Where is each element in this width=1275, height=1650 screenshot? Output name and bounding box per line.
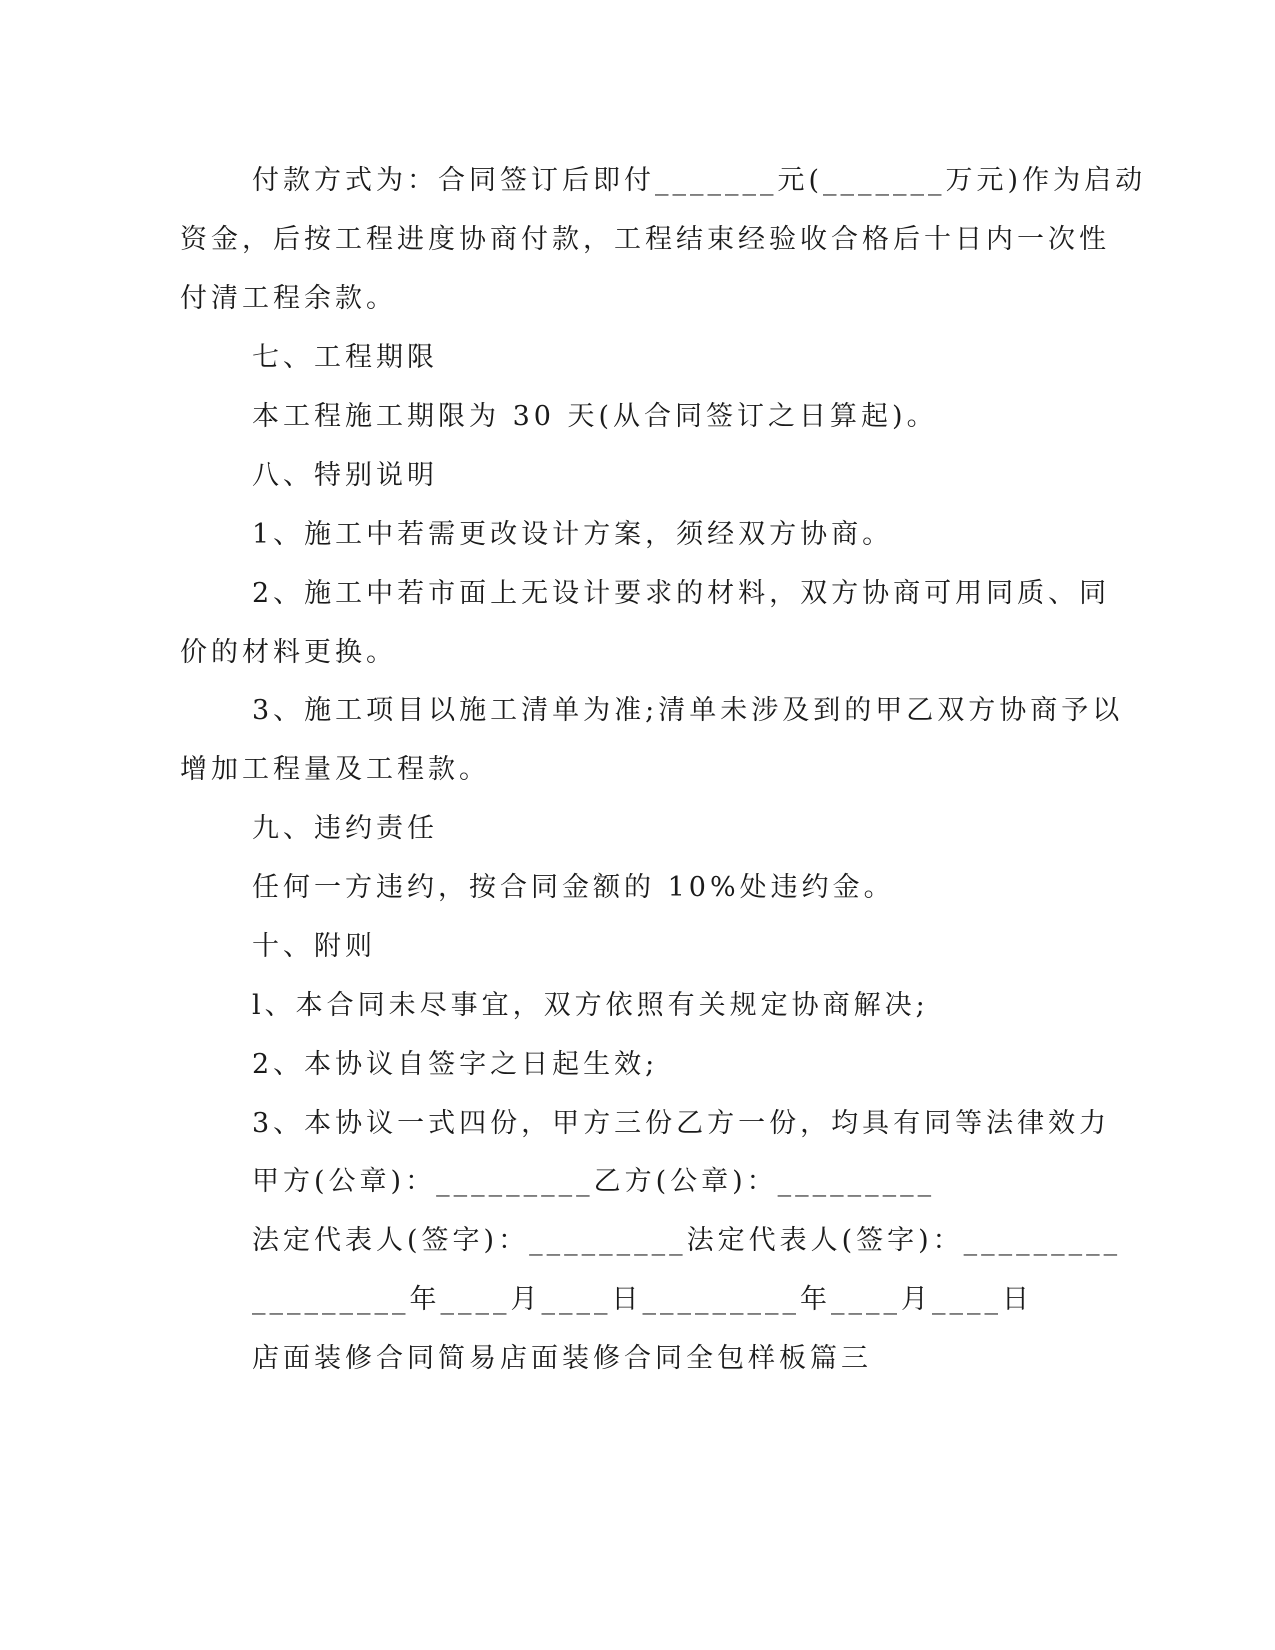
signature-seal-line: 甲方(公章)：_________乙方(公章)：_________: [252, 1166, 936, 1197]
signature-representative-line: 法定代表人(签字)：_________法定代表人(签字)：_________: [252, 1225, 1122, 1256]
section-heading-special-notes: 八、特别说明: [252, 460, 438, 491]
special-note-1: 1、施工中若需更改设计方案，须经双方协商。: [252, 519, 894, 550]
next-section-title: 店面装修合同简易店面装修合同全包样板篇三: [252, 1343, 872, 1374]
section-heading-duration: 七、工程期限: [252, 342, 438, 373]
payment-terms-line-3: 付清工程余款。: [180, 283, 397, 314]
special-note-3-line-2: 增加工程量及工程款。: [180, 754, 490, 785]
special-note-2-line-2: 价的材料更换。: [180, 637, 397, 668]
section-heading-supplementary: 十、附则: [252, 931, 376, 962]
supplementary-item-2: 2、本协议自签字之日起生效;: [252, 1049, 659, 1080]
signature-date-line: _________年____月____日_________年____月____日: [252, 1284, 1033, 1315]
duration-text: 本工程施工期限为 30 天(从合同签订之日算起)。: [252, 401, 938, 432]
payment-terms-line-2: 资金，后按工程进度协商付款，工程结束经验收合格后十日内一次性: [180, 224, 1110, 255]
supplementary-item-3: 3、本协议一式四份，甲方三份乙方一份，均具有同等法律效力: [252, 1108, 1111, 1139]
breach-text: 任何一方违约，按合同金额的 10%处违约金。: [252, 872, 895, 903]
special-note-3-line-1: 3、施工项目以施工清单为准;清单未涉及到的甲乙双方协商予以: [252, 695, 1124, 726]
special-note-2-line-1: 2、施工中若市面上无设计要求的材料，双方协商可用同质、同: [252, 578, 1111, 609]
section-heading-breach: 九、违约责任: [252, 813, 438, 844]
supplementary-item-1: l、本合同未尽事宜，双方依照有关规定协商解决;: [252, 990, 929, 1021]
payment-terms-line-1: 付款方式为：合同签订后即付_______元(_______万元)作为启动: [252, 165, 1147, 196]
